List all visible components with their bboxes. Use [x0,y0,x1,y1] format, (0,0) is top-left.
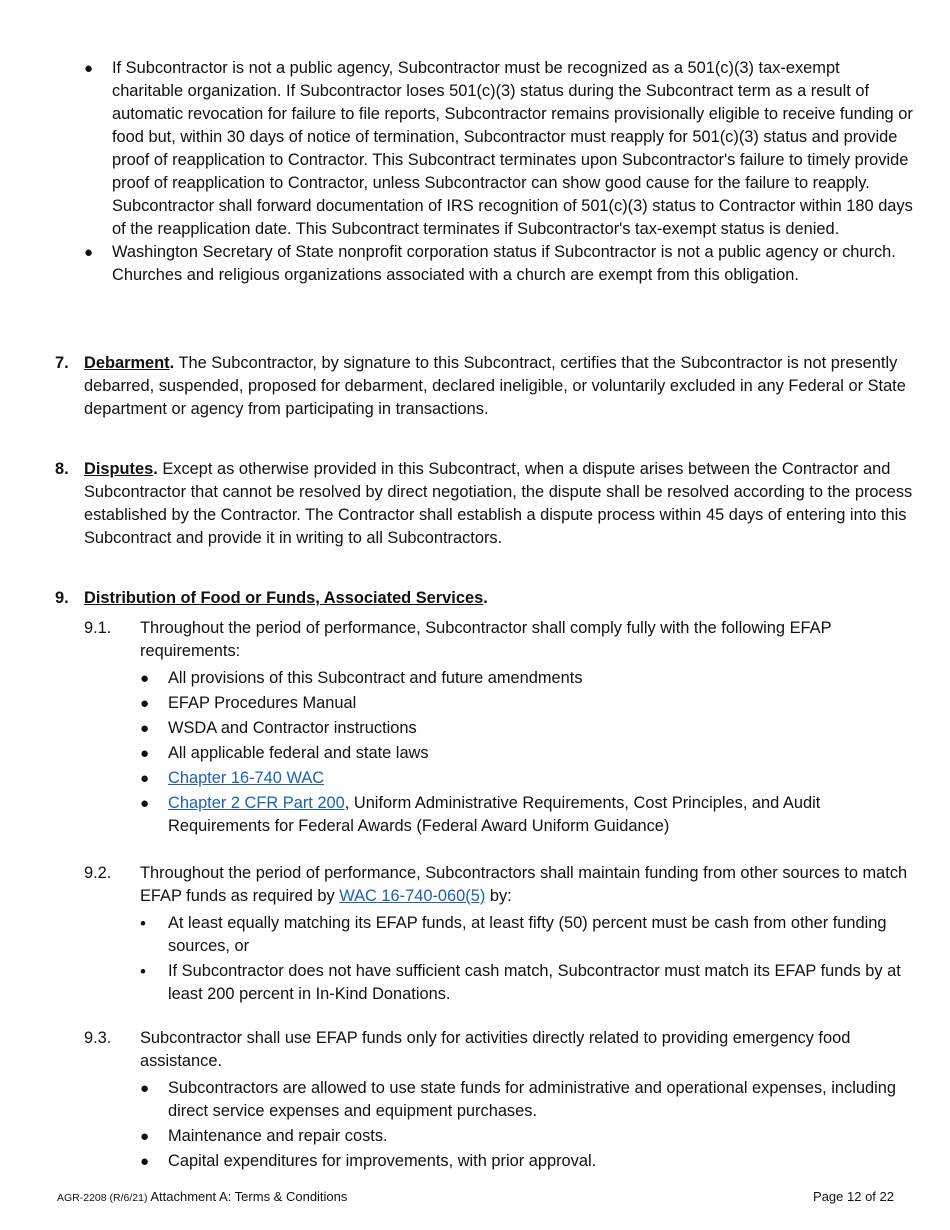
subsection-9-3 [84,1027,914,1175]
list-item: ● WSDA and Contractor instructions [140,717,914,740]
wac-chapter-link[interactable]: Chapter 16-740 WAC [168,769,325,787]
section-number: 9. [55,589,69,607]
section-number: 8. [55,460,69,478]
bullet-icon: ● [140,695,150,712]
section-text: Except as otherwise provided in this Subcontract, when a dispute arises between the Contractor and Subcontractor that cannot be resolved by direct negotiation, the dispute shall be resolved according to the process established by the Contractor. The Contractor shall establish a dispute process within 45 days of entering into this Subcontract and provide it in writing to all Subcontractors. [84,460,913,547]
section-heading: Debarment [84,354,170,372]
subsection-text: Throughout the period of performance, Subcontractors shall maintain funding from other sources to match EFAP funds as required by WAC 16-740-060(5) by: [140,864,908,905]
bullet-icon: • [140,914,146,933]
subsection-text: Throughout the period of performance, Subcontractor shall comply fully with the following EFAP requirements: [140,619,832,660]
list-item: ● Subcontractors are allowed to use state funds for administrative and operational expenses, including direct service expenses and equipment purchases. [140,1079,896,1120]
section-disputes: 8. Disputes. Except as otherwise provided in this Subcontract, when a dispute arises between the Contractor and Subcontractor that cannot be resolved by direct negotiation, the dispute shall be resolved according to the process established by the Contractor. The Contractor shall establish a dispute process within 45 days of entering into this Subcontract and provide it in writing to all Subcontractors. [55,460,913,547]
list-item: ● All applicable federal and state laws [140,742,914,765]
bullet-text: Washington Secretary of State nonprofit corporation status if Subcontractor is not a public agency or church. Churches and religious organizations associated with a church are exempt from this obligation. [112,243,896,284]
subsection-number: 9.3. [84,1029,112,1047]
list-item: ● Chapter 2 CFR Part 200, Uniform Administrative Requirements, Cost Principles, and Audit Requirements for Federal Awards (Federal Award Uniform Guidance) [140,794,821,835]
bullet-icon: ● [140,795,150,812]
section-text: The Subcontractor, by signature to this Subcontract, certifies that the Subcontractor is not presently debarred, suspended, proposed for debarment, declared ineligible, or voluntarily excluded in any Federal or State department or agency from participating in transactions. [84,354,906,418]
bullet-icon: ● [140,670,150,687]
bullet-icon: ● [140,1128,150,1145]
list-item: • If Subcontractor does not have sufficient cash match, Subcontractor must match its EFAP funds by at least 200 percent in In-Kind Donations. [140,962,901,1003]
list-item: ● Maintenance and repair costs. [140,1125,914,1148]
bullet-icon: ● [84,60,94,77]
allowed-uses-list [140,1077,914,1173]
list-item: ● EFAP Procedures Manual [140,692,914,715]
page-footer [57,1185,894,1210]
list-item: ● Capital expenditures for improvements, with prior approval. [140,1150,914,1173]
bullet-icon: ● [140,720,150,737]
subsection-number: 9.2. [84,864,112,882]
cfr-part-200-link[interactable]: Chapter 2 CFR Part 200 [168,794,345,812]
list-item [84,57,914,241]
section-distribution: 9. Distribution of Food or Funds, Associated Services. [55,587,915,610]
bullet-icon: ● [140,770,150,787]
bullet-text: If Subcontractor is not a public agency, Subcontractor must be recognized as a 501(c)(3) tax-exempt charitable organization. If Subcontractor loses 501(c)(3) status during the Subcontract term as a result of automatic revocation for failure to file reports, Subcontractor remains provisionally eligible to receive funding or food but, within 30 days of notice of termination, Subcontractor must reapply for 501(c)(3) status and provide proof of reapplication to Contractor. This Subcontract terminates upon Subcontractor's failure to timely provide proof of reapplication to Contractor, unless Subcontractor can show good cause for the failure to reapply. Subcontractor shall forward documentation of IRS recognition of 501(c)(3) status to Contractor within 180 days of the reapplication date. This Subcontract terminates if Subcontractor's tax-exempt status is denied. [112,59,913,238]
subsection-text: Subcontractor shall use EFAP funds only for activities directly related to providing emergency food assistance. [140,1029,851,1070]
list-item [140,767,914,790]
match-requirements-list [140,912,914,1006]
bullet-icon: • [140,962,146,981]
section-heading: Distribution of Food or Funds, Associated Services [84,589,484,607]
bullet-icon: ● [140,1153,150,1170]
list-item: ● All provisions of this Subcontract and future amendments [140,667,914,690]
form-code: AGR-2208 (R/6/21) [57,1192,148,1204]
subsection-9-1 [84,617,914,840]
bullet-icon: ● [140,745,150,762]
list-item: • At least equally matching its EFAP funds, at least fifty (50) percent must be cash from other funding sources, or [140,914,887,955]
wac-section-link[interactable]: WAC 16-740-060(5) [339,887,486,905]
requirements-list [140,667,914,838]
list-item [84,241,914,287]
bullet-icon: ● [140,1080,150,1097]
subsection-number: 9.1. [84,619,112,637]
section-heading: Disputes [84,460,154,478]
eligibility-bullet-list [84,57,914,287]
subsection-9-2 [84,862,914,1008]
footer-title: Attachment A: Terms & Conditions [150,1189,348,1204]
bullet-icon: ● [84,244,94,261]
page-number: Page 12 of 22 [813,1189,894,1204]
section-number: 7. [55,354,69,372]
section-debarment: 7. Debarment. The Subcontractor, by signature to this Subcontract, certifies that the Subcontractor is not presently debarred, suspended, proposed for debarment, declared ineligible, or voluntarily excluded in any Federal or State department or agency from participating in transactions. [55,354,906,418]
